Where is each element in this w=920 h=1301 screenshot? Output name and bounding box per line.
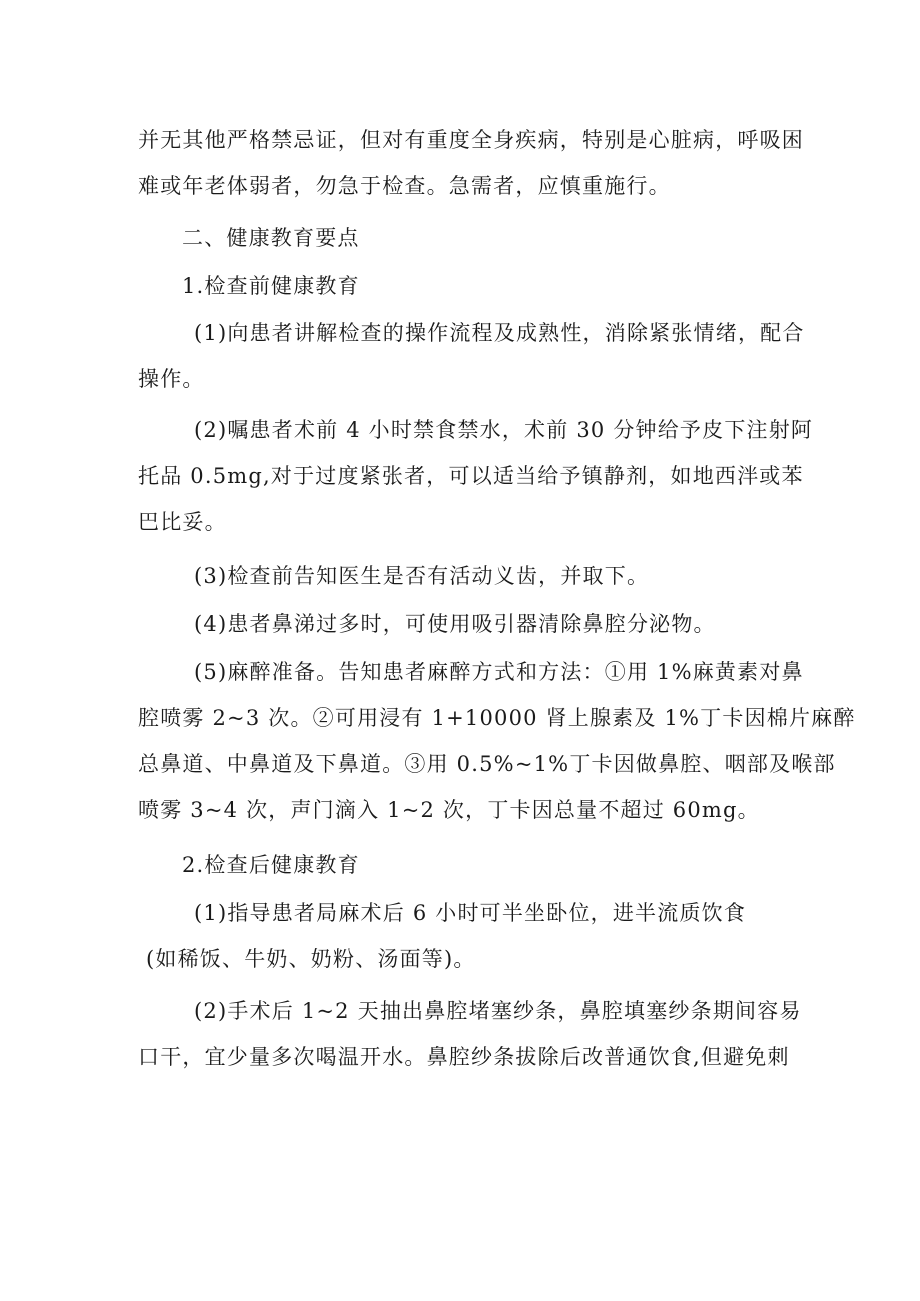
heading-text: 二、健康教育要点 <box>182 226 360 250</box>
paragraph-item-2 <box>138 407 814 545</box>
text-line: (1)向患者讲解检查的操作流程及成熟性，消除紧张情绪，配合 <box>194 321 805 345</box>
text-line: 托品 0.5mg,对于过度紧张者，可以适当给予镇静剂，如地西泮或苯 <box>138 464 804 488</box>
paragraph-item-1 <box>138 310 805 402</box>
text-line: (1)指导患者局麻术后 6 小时可半坐卧位，进半流质饮食 <box>194 901 747 925</box>
text-line: 并无其他严格禁忌证，但对有重度全身疾病，特别是心脏病，呼吸困 <box>138 128 804 152</box>
text-line: 总鼻道、中鼻道及下鼻道。③用 0.5%~1%丁卡因做鼻腔、咽部及喉部 <box>138 752 836 776</box>
heading-text: 2.检查后健康教育 <box>182 853 360 877</box>
subsection-heading-pre-exam <box>138 263 788 309</box>
paragraph-item-5 <box>138 649 856 833</box>
text-line: 口干，宜少量多次喝温开水。鼻腔纱条拔除后改普通饮食,但避免刺 <box>138 1045 790 1069</box>
text-line: 操作。 <box>138 367 205 391</box>
text-line: (如稀饭、牛奶、奶粉、汤面等)。 <box>146 947 476 971</box>
text-line: (5)麻醉准备。告知患者麻醉方式和方法：①用 1%麻黄素对鼻 <box>194 660 804 684</box>
text-line: 腔喷雾 2~3 次。②可用浸有 1+10000 肾上腺素及 1%丁卡因棉片麻醉 <box>138 706 856 730</box>
text-line: 喷雾 3~4 次，声门滴入 1~2 次，丁卡因总量不超过 60mg。 <box>138 798 760 822</box>
paragraph-contraindications <box>138 117 804 209</box>
subsection-heading-post-exam <box>138 842 788 888</box>
text-line: 难或年老体弱者，勿急于检查。急需者，应慎重施行。 <box>138 174 671 198</box>
text-line: (4)患者鼻涕过多时，可使用吸引器清除鼻腔分泌物。 <box>194 612 716 636</box>
paragraph-item-4 <box>138 601 788 647</box>
section-heading-health-education <box>138 215 788 261</box>
text-line: (3)检查前告知医生是否有活动义齿，并取下。 <box>194 564 650 588</box>
heading-text: 1.检查前健康教育 <box>182 274 360 298</box>
paragraph-post-item-1 <box>138 890 788 982</box>
paragraph-item-3 <box>138 553 788 599</box>
paragraph-post-item-2 <box>138 988 802 1080</box>
text-line: (2)手术后 1~2 天抽出鼻腔堵塞纱条，鼻腔填塞纱条期间容易 <box>194 999 802 1023</box>
text-line: 巴比妥。 <box>138 510 227 534</box>
text-line: (2)嘱患者术前 4 小时禁食禁水，术前 30 分钟给予皮下注射阿 <box>194 418 814 442</box>
